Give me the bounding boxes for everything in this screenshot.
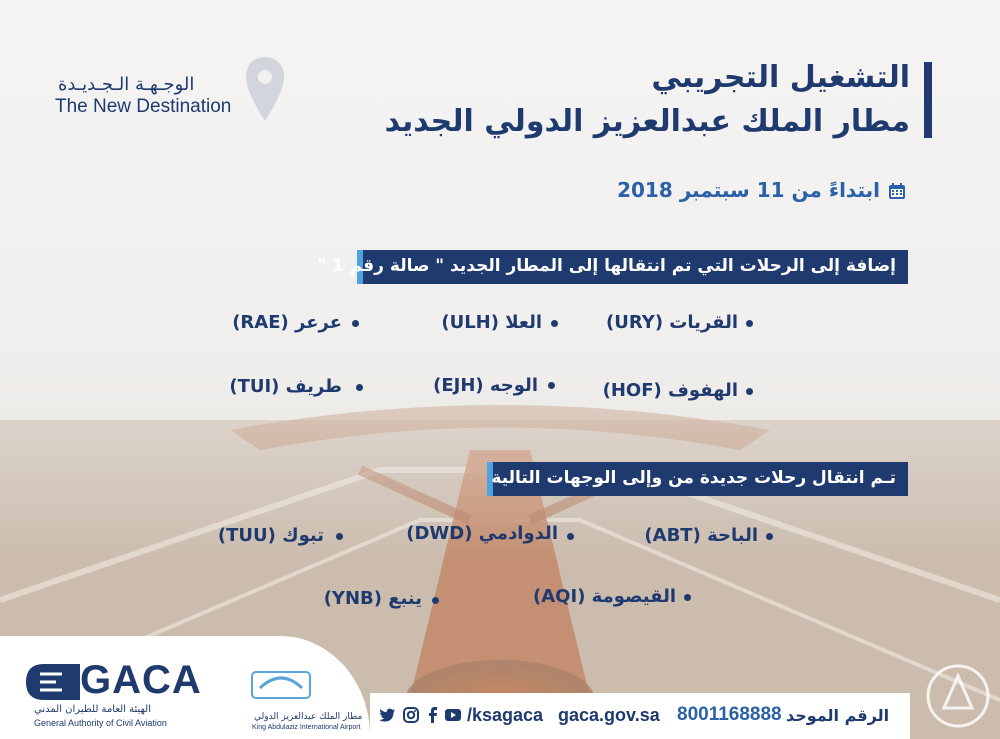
destination-tuu: تبوك (TUU)	[217, 525, 324, 546]
watermark-logo-icon	[918, 656, 998, 736]
destination-aqi: القيصومة (AQI)	[533, 586, 676, 607]
contact-label: الرقم الموحد	[786, 706, 890, 725]
gaca-arabic-name: الهيئة العامة للطيران المدني	[34, 704, 151, 715]
bullet	[746, 320, 753, 327]
start-date: ابتداءً من 11 سبتمبر 2018	[617, 178, 880, 202]
destination-hof: الهفوف (HOF)	[602, 380, 738, 401]
brand-english: The New Destination	[55, 96, 232, 117]
facebook-icon[interactable]	[424, 706, 442, 724]
destination-rae: عرعر (RAE)	[232, 312, 342, 333]
bullet	[352, 320, 359, 327]
destination-dwd: الدوادمي (DWD)	[406, 523, 558, 544]
youtube-icon[interactable]	[444, 706, 462, 724]
destination-ulh: العلا (ULH)	[441, 312, 542, 333]
title-accent-bar	[924, 62, 932, 138]
bullet	[746, 388, 753, 395]
destination-abt: الباحة (ABT)	[644, 525, 758, 546]
twitter-icon[interactable]	[378, 706, 396, 724]
bullet	[567, 533, 574, 540]
destination-ejh: الوجه (EJH)	[433, 375, 538, 396]
bullet	[766, 533, 773, 540]
gaca-english-name: General Authority of Civil Aviation	[34, 718, 167, 728]
page-title: التشغيل التجريبي	[651, 60, 910, 95]
destination-ynb: ينبع (YNB)	[323, 588, 422, 609]
bullet	[336, 533, 343, 540]
bullet	[548, 382, 555, 389]
section2-heading: تـم انتقال رحلات جديدة من وإلى الوجهات التالية	[487, 462, 908, 496]
section1-heading: إضافة إلى الرحلات التي تم انتقالها إلى المطار الجديد " صالة رقم 1 "	[357, 250, 908, 284]
calendar-icon	[888, 182, 906, 200]
bullet	[551, 320, 558, 327]
brand-arabic: الوجـهـة الـجـديـدة	[58, 74, 195, 95]
location-pin-icon	[244, 55, 286, 125]
website-link[interactable]: gaca.gov.sa	[558, 705, 660, 725]
contact-number[interactable]: 8001168888	[677, 704, 782, 725]
social-handle[interactable]: /ksagaca	[467, 705, 544, 725]
destination-tui: طريف (TUI)	[229, 376, 342, 397]
kaia-logo-icon	[250, 664, 312, 704]
bullet	[432, 597, 439, 604]
kaia-english-name: King Abdulaziz International Airport	[252, 724, 361, 731]
kaia-arabic-name: مطار الملك عبدالعزيز الدولي	[254, 712, 363, 722]
instagram-icon[interactable]	[402, 706, 420, 724]
gaca-wordmark: GACA	[80, 658, 202, 702]
bullet	[356, 384, 363, 391]
gaca-emblem-icon	[22, 660, 82, 704]
destination-ury: القريات (URY)	[606, 312, 738, 333]
bullet	[684, 594, 691, 601]
page-subtitle: مطار الملك عبدالعزيز الدولي الجديد	[384, 104, 910, 139]
